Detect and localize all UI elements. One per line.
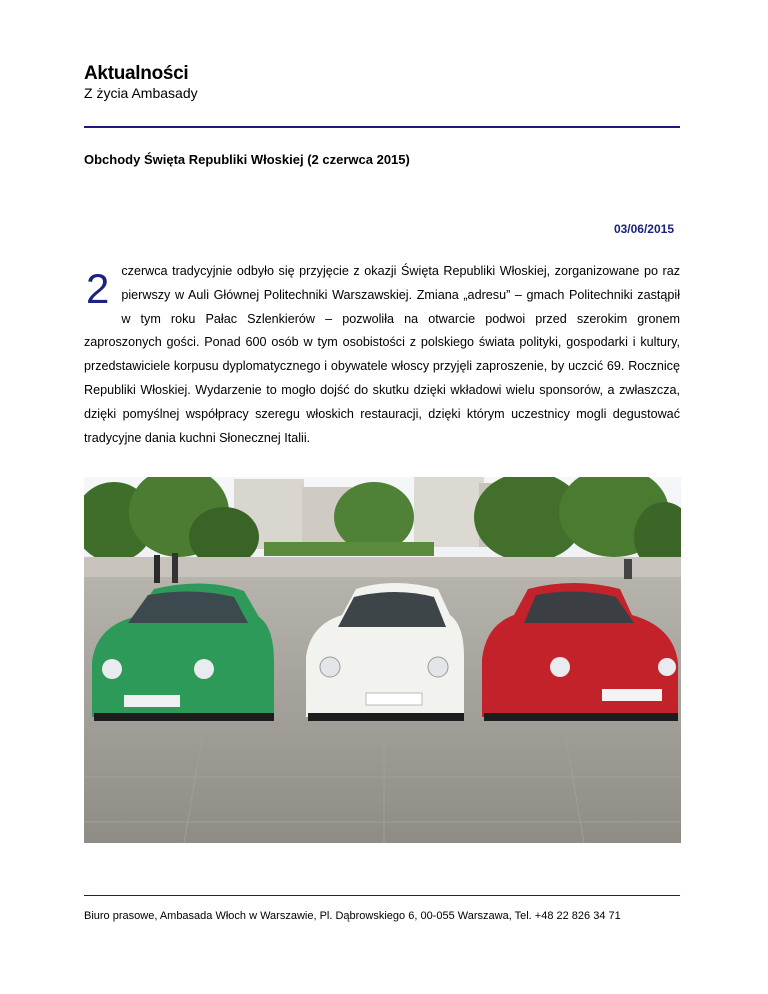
header-divider [84,126,680,128]
drop-cap: 2 [86,265,110,312]
footer-text: Biuro prasowe, Ambasada Włoch w Warszawie, Pl. Dąbrowskiego 6, 00-055 Warszawa, Tel. +48 22 826 34 71 [84,910,621,922]
article-text: czerwca tradycyjnie odbyło się przyjęcie z okazji Święta Republiki Włoskiej, zorganizowane po raz pierwszy w Auli Głównej Politechniki Warszawskiej. Zmiana „adresu” – gmach Politechniki zastąpił w tym roku Pałac Szlenkierów – pozwoliła na otwarcie podwoi przed szerokim gronem zaproszonych gości. Ponad 600 osób w tym osobistości z polskiego świata polityki, gospodarki i kultury, przedstawiciele korpusu dyplomatycznego i obywatele włoscy przyjęli zaproszenie, by uczcić 69. Rocznicę Republiki Włoskiej. Wydarzenie to mogło dojść do skutku dzięki wkładowi wielu sponsorów, a zwłaszcza, dzięki pomyślnej współpracy szeregu włoskich restauracji, dzięki którym uczestnicy mogli degustować tradycyjne dania kuchni Słonecznej Italii. [84,264,680,445]
article-photo [84,477,681,843]
page-subtitle: Z życia Ambasady [84,85,198,101]
article-title: Obchody Święta Republiki Włoskiej (2 czerwca 2015) [84,152,410,167]
article-body [84,260,680,450]
footer-divider [84,895,680,896]
page-title: Aktualności [84,63,189,84]
article-date: 03/06/2015 [613,222,674,236]
